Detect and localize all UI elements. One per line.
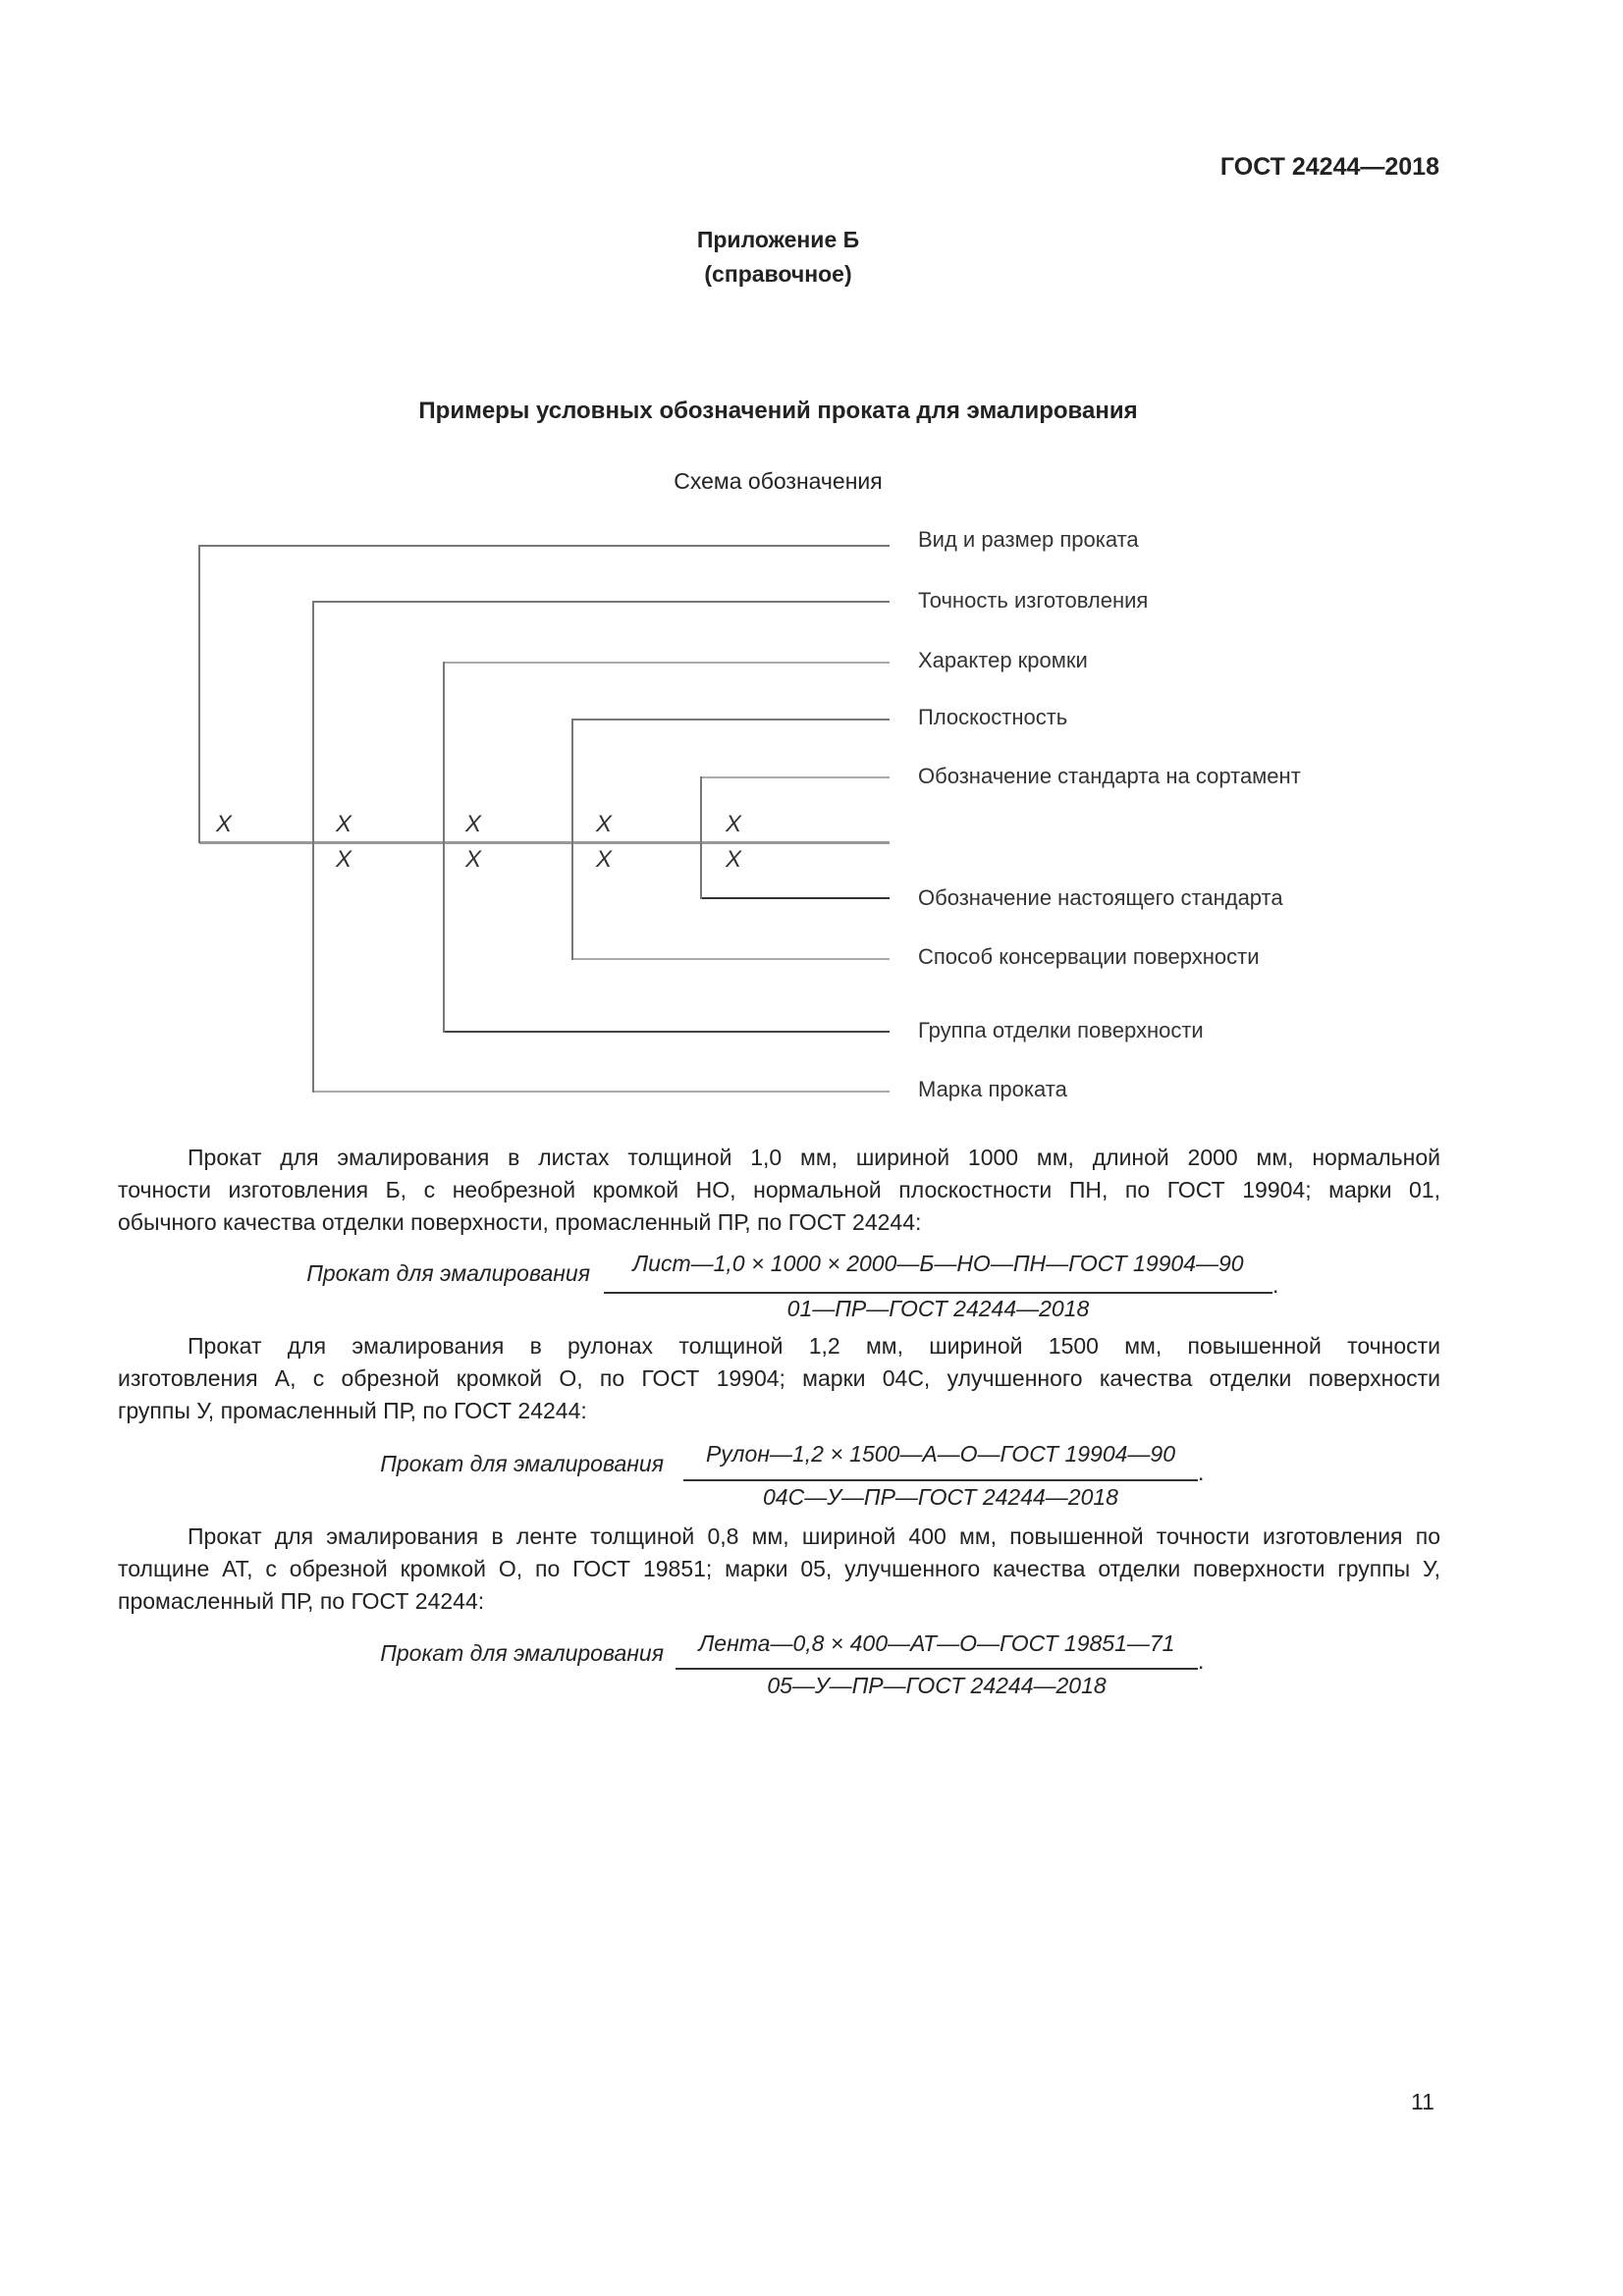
formula-numerator: Лента—0,8 × 400—АТ—О—ГОСТ 19851—71: [698, 1630, 1175, 1656]
example-paragraph: [118, 1521, 1440, 1618]
formula-period: .: [1198, 1648, 1205, 1674]
section-title: Примеры условных обозначений проката для эмалирования: [418, 398, 1138, 424]
paragraph-line: толщине АТ, с обрезной кромкой О, по ГОСТ 19851; марки 05, улучшенного качества отделки поверхности группы У,: [118, 1556, 1440, 1581]
formula-period: .: [1272, 1272, 1279, 1298]
line-top-1: [199, 545, 890, 547]
vertical-2: [312, 601, 314, 1093]
line-bottom-3: [444, 1031, 890, 1033]
example-paragraph: [118, 1330, 1440, 1427]
line-bottom-4: [313, 1091, 890, 1093]
paragraph-line: Прокат для эмалирования в листах толщиной 1,0 мм, шириной 1000 мм, длиной 2000 мм, нормальной: [188, 1145, 1440, 1170]
mark-x: X: [335, 811, 352, 837]
mark-x: X: [725, 811, 742, 837]
formula-label: Прокат для эмалирования: [380, 1451, 664, 1476]
example-paragraph: [118, 1142, 1440, 1239]
paragraph-line: промасленный ПР, по ГОСТ 24244:: [118, 1588, 485, 1614]
fraction-line: [604, 1292, 1272, 1294]
paragraph-line: точности изготовления Б, с необрезной кромкой НО, нормальной плоскостности ПН, по ГОСТ 19904; марки 01,: [118, 1177, 1440, 1202]
vertical-4: [571, 719, 573, 960]
line-top-4: [572, 719, 890, 721]
appendix-title: Приложение Б: [696, 227, 860, 252]
document-code: ГОСТ 24244—2018: [1219, 153, 1439, 181]
paragraph-line: изготовления А, с обрезной кромкой О, по ГОСТ 19904; марки 04С, улучшенного качества отделки поверхности: [118, 1365, 1440, 1391]
mark-x: X: [725, 846, 742, 873]
formula-denominator: 01—ПР—ГОСТ 24244—2018: [786, 1296, 1090, 1321]
formula-label: Прокат для эмалирования: [380, 1640, 664, 1666]
scheme-label: Обозначение настоящего стандарта: [918, 885, 1283, 910]
mark-x: X: [595, 846, 613, 873]
formula-numerator: Рулон—1,2 × 1500—А—О—ГОСТ 19904—90: [705, 1441, 1176, 1467]
fraction-line: [683, 1479, 1198, 1481]
line-top-2: [313, 601, 890, 603]
line-top-3: [444, 662, 890, 664]
appendix-subtitle: (справочное): [704, 261, 852, 287]
line-top-5: [701, 776, 890, 778]
scheme-label: Способ консервации поверхности: [918, 944, 1260, 969]
mark-x: X: [335, 846, 352, 873]
paragraph-line: группы У, промасленный ПР, по ГОСТ 24244:: [118, 1398, 587, 1423]
formula-label: Прокат для эмалирования: [306, 1260, 590, 1286]
formula-denominator: 05—У—ПР—ГОСТ 24244—2018: [767, 1673, 1107, 1698]
scheme-label: Плоскостность: [918, 705, 1068, 729]
line-bottom-1: [701, 897, 890, 899]
mark-x: X: [215, 811, 233, 837]
scheme-label: Обозначение стандарта на сортамент: [918, 764, 1301, 788]
scheme-label: Группа отделки поверхности: [918, 1018, 1204, 1042]
formula-denominator: 04С—У—ПР—ГОСТ 24244—2018: [763, 1484, 1118, 1510]
fraction-line: [676, 1668, 1198, 1670]
fraction-baseline: [199, 841, 890, 844]
scheme-label: Точность изготовления: [918, 588, 1149, 613]
scheme-label: Марка проката: [918, 1077, 1067, 1101]
vertical-1: [198, 545, 200, 843]
mark-x: X: [464, 846, 482, 873]
scheme-label: Характер кромки: [918, 648, 1088, 672]
line-bottom-2: [572, 958, 890, 960]
paragraph-line: Прокат для эмалирования в рулонах толщиной 1,2 мм, шириной 1500 мм, повышенной точности: [188, 1333, 1440, 1359]
paragraph-line: Прокат для эмалирования в ленте толщиной 0,8 мм, шириной 400 мм, повышенной точности изготовления по: [188, 1523, 1440, 1549]
mark-x: X: [595, 811, 613, 837]
vertical-5: [700, 776, 702, 899]
vertical-3: [443, 662, 445, 1033]
scheme-label: Вид и размер проката: [918, 527, 1139, 552]
paragraph-line: обычного качества отделки поверхности, промасленный ПР, по ГОСТ 24244:: [118, 1209, 922, 1235]
mark-x: X: [464, 811, 482, 837]
formula-numerator: Лист—1,0 × 1000 × 2000—Б—НО—ПН—ГОСТ 19904—90: [632, 1251, 1244, 1276]
formula-period: .: [1198, 1460, 1205, 1485]
page-number: 11: [1411, 2089, 1434, 2114]
scheme-caption: Схема обозначения: [674, 468, 883, 494]
